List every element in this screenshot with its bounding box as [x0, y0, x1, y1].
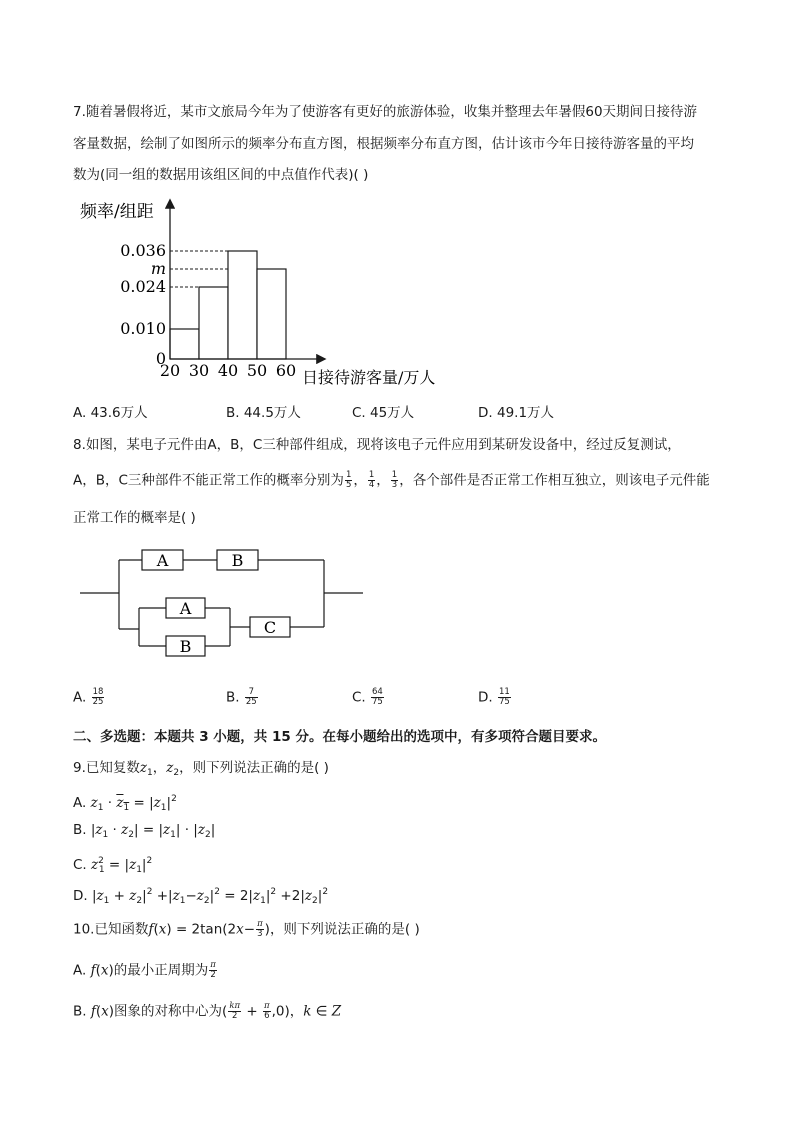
fraction-one-fifth: $\frac{1}{5}$ — [345, 470, 352, 490]
y-axis-label: 频率/组距 — [80, 202, 154, 222]
svg-text:A: A — [156, 551, 169, 570]
q9-option-c: C. $z^2_1 = |z_1|^2$ — [73, 856, 153, 875]
section-heading-multiple-choice: 二、多选题：本题共 3 小题，共 15 分。在每小题给出的选项中，有多项符合题目要求。 — [73, 729, 606, 745]
histogram-bar — [257, 269, 286, 359]
x-tick-labels — [160, 361, 296, 380]
q8-line2-start: A，B，C三种部件不能正常工作的概率分别为 — [73, 472, 344, 489]
svg-text:B: B — [179, 637, 192, 656]
x-tick-label: 60 — [275, 361, 297, 380]
q7-line3: 数为(同一组的数据用该组区间的中点值作代表)( ) — [73, 167, 369, 183]
q8-option-b: B. $\frac{7}{25}$ — [226, 687, 257, 707]
x-tick-label: 40 — [217, 361, 239, 380]
q7-option-a: A. 43.6万人 — [73, 405, 148, 421]
q7-option-c: C. 45万人 — [352, 405, 415, 421]
y-tick-label: m — [150, 259, 166, 278]
q7-option-d: D. 49.1万人 — [478, 405, 555, 421]
q8-line1: 8.如图，某电子元件由A，B，C三种部件组成，现将该电子元件应用到某研发设备中，经过反复测试， — [73, 437, 681, 453]
q7-line2: 客量数据，绘制了如图所示的频率分布直方图，根据频率分布直方图，估计该市今年日接待游客量的平均 — [73, 136, 694, 152]
histogram-bar — [228, 251, 257, 359]
q8-option-c: C. $\frac{64}{75}$ — [352, 687, 383, 707]
svg-text:A: A — [179, 599, 192, 618]
x-tick-label: 30 — [188, 361, 210, 380]
component-top-a — [142, 550, 183, 570]
histogram-bars — [170, 251, 286, 359]
histogram-bar — [170, 329, 199, 359]
y-tick-label: 0.010 — [120, 319, 166, 338]
q8-line3: 正常工作的概率是( ) — [73, 510, 196, 526]
circuit-diagram — [78, 545, 368, 660]
histogram-bar — [199, 287, 228, 359]
y-tick-label: 0.036 — [120, 241, 166, 260]
component-c — [250, 617, 290, 637]
q9-option-a: A. $z_1 \cdot z_1 = |z_1|^2$ — [73, 794, 177, 813]
fraction-one-fourth: $\frac{1}{4}$ — [368, 470, 375, 490]
y-tick-label: 0.024 — [120, 277, 166, 296]
q7-option-b: B. 44.5万人 — [226, 405, 301, 421]
q8-line2: A，B，C三种部件不能正常工作的概率分别为 $\frac{1}{5}$ ， $\frac{1}{4}$ ， $\frac{1}{3}$ ，各个部件是否正常工作相互独立，则该电子元件能 — [73, 470, 710, 490]
component-mid-b — [166, 636, 205, 656]
x-tick-label: 20 — [159, 361, 181, 380]
q9-option-b: B. $|z_1 \cdot z_2| = |z_1| \cdot |z_2|$ — [73, 822, 216, 840]
fraction-one-third: $\frac{1}{3}$ — [391, 470, 398, 490]
svg-text:B: B — [231, 551, 244, 570]
frequency-histogram — [70, 195, 470, 395]
component-top-b — [217, 550, 258, 570]
q10-option-a: A. f(x)的最小正周期为 $\frac{\pi}{2}$ — [73, 960, 216, 980]
q7-line1: 7.随着暑假将近，某市文旅局今年为了使游客有更好的旅游体验，收集并整理去年暑假60天期间日接待游 — [73, 104, 698, 120]
svg-text:C: C — [263, 618, 277, 637]
q10-stem: 10.已知函数f(x) = 2tan(2x− $\frac{\pi}{3}$ )，则下列说法正确的是( ) — [73, 919, 420, 939]
y-tick-labels — [120, 241, 166, 368]
x-axis-label: 日接待游客量/万人 — [302, 368, 436, 387]
component-mid-a — [166, 598, 205, 618]
q10-option-b: B. f(x)图象的对称中心为( $\frac{k\pi}{2}$ + $\frac{\pi}{6}$ ,0)，k ∈ Z — [73, 1001, 342, 1021]
q9-stem: 9.已知复数$z_1$，$z_2$，则下列说法正确的是( ) — [73, 760, 329, 778]
q8-line2-end: ，各个部件是否正常工作相互独立，则该电子元件能 — [399, 472, 710, 489]
q9-option-d: D. $|z_1 + z_2|^2 +|z_1-z_2|^2 = 2|z_1|^2 +2|z_2|^2$ — [73, 887, 329, 906]
q8-option-a: A. $\frac{18}{25}$ — [73, 687, 104, 707]
q8-option-d: D. $\frac{11}{75}$ — [478, 687, 510, 707]
y-tick-label: 0 — [155, 349, 166, 368]
x-tick-label: 50 — [246, 361, 268, 380]
